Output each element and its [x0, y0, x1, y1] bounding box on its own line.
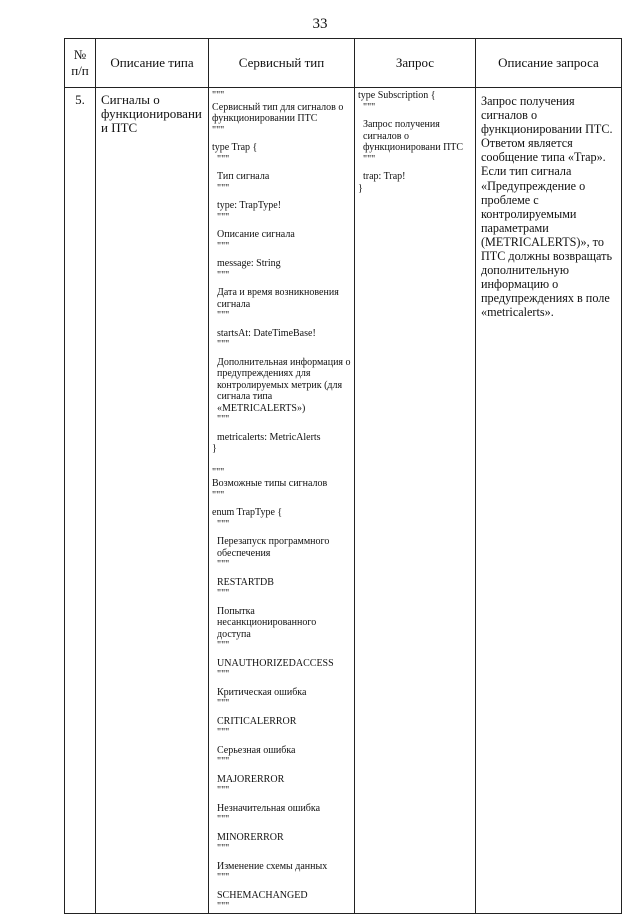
row-number: 5. — [65, 88, 96, 914]
code-line: Серьезная ошибка — [217, 744, 296, 756]
code-line: Дата и время возникновения сигнала — [217, 287, 342, 310]
request-description: Запрос получения сигналов о функционировании ПТС. Ответом является сообщение типа «Trap». Если тип сигнала «Предупреждение о проблеме с контролируемыми параметрами (METRICALERTS)», то ПТС должны возвращать дополнительную информацию о предупреждениях в поле «metricalerts». — [476, 88, 622, 914]
code-line: """ — [217, 756, 230, 767]
header-type-description: Описание типа — [96, 39, 209, 88]
header-request-description: Описание запроса — [476, 39, 622, 88]
code-line: } — [212, 443, 217, 454]
code-line: """ — [217, 843, 230, 854]
code-line: """ — [217, 698, 230, 709]
code-line: """ — [217, 872, 230, 883]
code-line: """ — [217, 269, 230, 281]
table-row — [65, 88, 622, 914]
code-line: RESTARTDB — [217, 576, 274, 588]
code-line: """ — [217, 559, 230, 570]
code-line: Запрос получения сигналов о функционировани ПТС — [363, 119, 464, 153]
code-line: """ — [212, 466, 225, 478]
page-number: 33 — [312, 16, 328, 32]
code-line: message: String — [217, 258, 281, 269]
code-line: """ — [363, 101, 376, 113]
code-line: Дополнительная информация о предупреждениях для контролируемых метрик (для сигнала типа «METRICALERTS») — [217, 356, 354, 414]
code-line: type Trap { — [212, 142, 258, 153]
code-line: enum TrapType { — [212, 507, 283, 518]
service-type-code — [209, 88, 355, 914]
code-line: """ — [217, 153, 230, 165]
code-line: """ — [217, 518, 230, 530]
code-line: SCHEMACHANGED — [217, 889, 308, 901]
code-line: type Subscription { — [358, 90, 436, 101]
service-types-table — [64, 38, 622, 914]
code-line: Незначительная ошибка — [217, 802, 321, 814]
code-line: """ — [212, 489, 225, 501]
code-line: type: TrapType! — [217, 200, 282, 211]
code-line: CRITICALERROR — [217, 715, 297, 727]
code-line: """ — [217, 182, 230, 194]
code-line: """ — [217, 785, 230, 796]
code-line: Критическая ошибка — [217, 686, 307, 698]
code-line: MINORERROR — [217, 831, 284, 843]
code-line: Тип сигнала — [217, 171, 270, 182]
code-line: Сервисный тип для сигналов о функционировании ПТС — [212, 101, 346, 124]
code-line: """ — [217, 901, 230, 912]
code-line: """ — [217, 339, 230, 350]
code-line: """ — [217, 814, 230, 825]
code-line: """ — [217, 669, 230, 680]
code-line: trap: Trap! — [363, 171, 406, 182]
code-line: UNAUTHORIZEDACCESS — [217, 657, 334, 669]
header-number: № п/п — [65, 39, 96, 88]
code-line: """ — [217, 588, 230, 599]
code-line: Перезапуск программного обеспечения — [217, 536, 332, 559]
code-line: } — [358, 182, 363, 194]
code-line: """ — [363, 153, 376, 165]
code-line: Изменение схемы данных — [217, 860, 328, 872]
code-line: """ — [212, 90, 225, 101]
code-line: Возможные типы сигналов — [212, 478, 328, 489]
code-line: metricalerts: MetricAlerts — [217, 431, 321, 443]
request-code — [355, 88, 476, 914]
code-line: MAJORERROR — [217, 773, 285, 785]
code-line: """ — [217, 640, 230, 651]
type-description: Сигналы о функционировани и ПТС — [96, 88, 209, 914]
table-header-row — [65, 39, 622, 88]
header-request: Запрос — [355, 39, 476, 88]
code-line: """ — [217, 240, 230, 252]
code-line: Описание сигнала — [217, 229, 295, 240]
code-line: """ — [212, 124, 225, 136]
code-line: """ — [217, 727, 230, 738]
code-line: Попытка несанкционированного доступа — [217, 605, 319, 640]
code-line: """ — [217, 211, 230, 223]
header-service-type: Сервисный тип — [209, 39, 355, 88]
code-line: startsAt: DateTimeBase! — [217, 327, 316, 339]
code-line: """ — [217, 310, 230, 321]
code-line: """ — [217, 414, 230, 425]
